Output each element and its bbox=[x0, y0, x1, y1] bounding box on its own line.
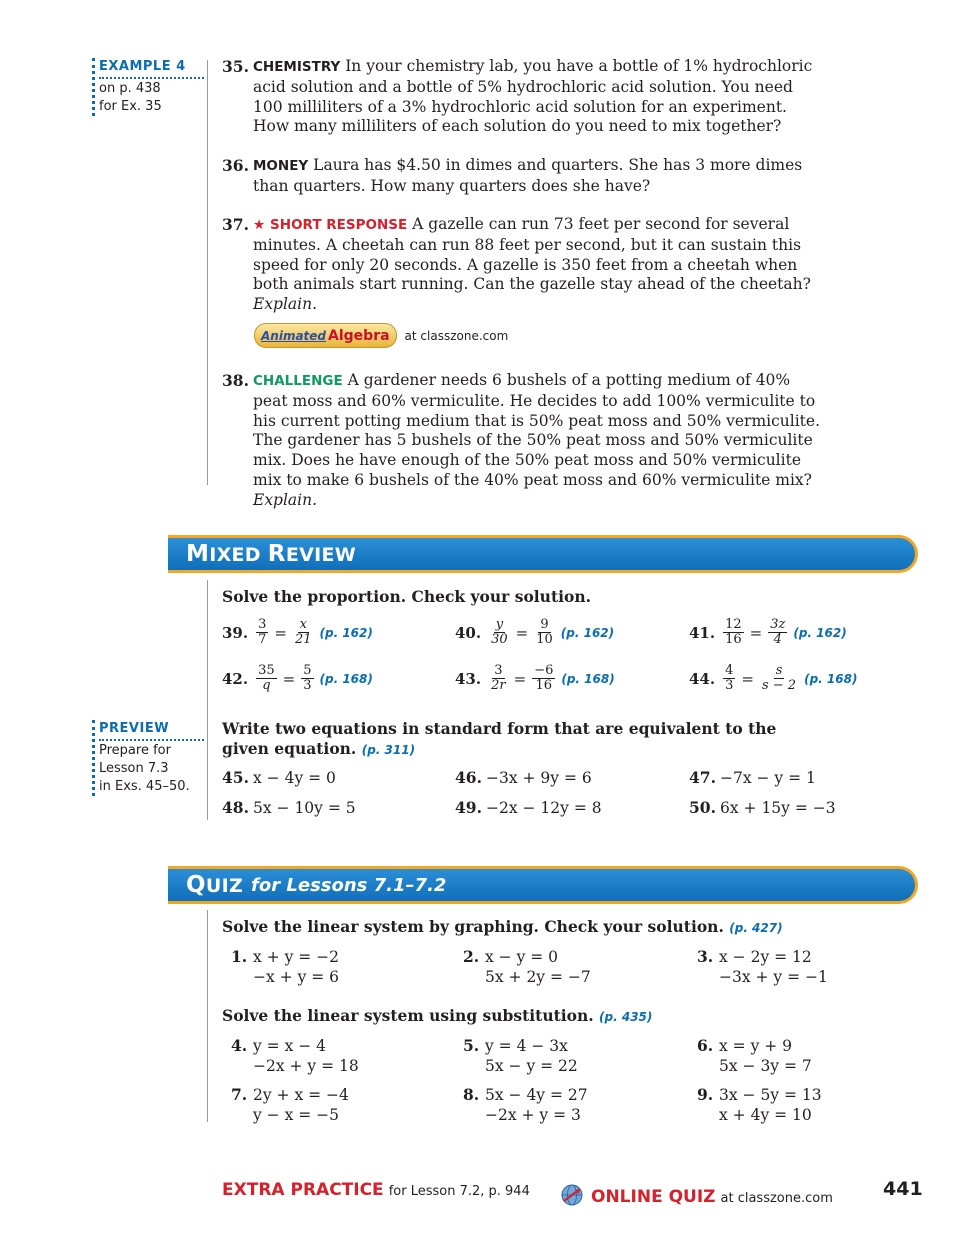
system-item: 8. 5x − 4y = 27 −2x + y = 3 bbox=[463, 1085, 588, 1124]
globe-icon bbox=[561, 1184, 583, 1206]
proportion-item: 40. $\frac{y}{30}$ = $\frac{9}{10}$ (p. 162) bbox=[455, 617, 615, 647]
proportion-item: 39. $\frac{3}{7}$ = $\frac{x}{21}$ (p. 162) bbox=[222, 617, 373, 647]
page-reference[interactable]: (p. 427) bbox=[729, 921, 783, 935]
example-note-line2: for Ex. 35 bbox=[99, 99, 162, 114]
animated-logo-part-b: Algebra bbox=[328, 327, 390, 344]
page-reference[interactable]: (p. 162) bbox=[319, 625, 373, 640]
exercise-number: 35. bbox=[222, 57, 249, 76]
animated-logo-part-a: Animated bbox=[261, 328, 327, 343]
page-reference[interactable]: (p. 311) bbox=[361, 743, 416, 757]
substitution-instruction: Solve the linear system using substitution. (p. 435) bbox=[222, 1006, 653, 1025]
equation-item: 45. x − 4y = 0 bbox=[222, 768, 336, 787]
exercise-tag: CHEMISTRY bbox=[253, 59, 341, 75]
system-item: 9. 3x − 5y = 13 x + 4y = 10 bbox=[697, 1085, 822, 1124]
exercise-36 bbox=[222, 156, 822, 197]
preview-note-line3: in Exs. 45–50. bbox=[99, 779, 190, 794]
extra-practice-link[interactable]: EXTRA PRACTICE for Lesson 7.2, p. 944 bbox=[222, 1180, 530, 1200]
page-reference[interactable]: (p. 168) bbox=[319, 671, 373, 686]
vertical-rule-bottom bbox=[207, 910, 208, 1122]
exercise-text: A gardener needs 6 bushels of a potting medium of 40% peat moss and 60% vermiculite. He decides to add 100% vermiculite to his current potting medium that is 50% peat moss and 50% vermiculite. The gardener has 5 bushels of the 50% peat moss and 50% vermiculite mix. Does he have enough of the 50% peat moss and 50% vermiculite mix to make 6 bushels of the 40% peat moss and 60% vermiculite mix? bbox=[253, 371, 821, 489]
equation-item: 46. −3x + 9y = 6 bbox=[455, 768, 592, 787]
exercise-explain: Explain. bbox=[253, 490, 318, 509]
star-icon: ★ bbox=[253, 217, 266, 233]
exercise-tag: SHORT RESPONSE bbox=[270, 217, 408, 233]
preview-note-head: PREVIEW bbox=[99, 720, 204, 741]
exercise-37 bbox=[222, 215, 822, 315]
exercise-number: 36. bbox=[222, 156, 249, 175]
page-number: 441 bbox=[883, 1178, 923, 1200]
system-item: 1. x + y = −2 −x + y = 6 bbox=[231, 947, 340, 986]
mixed-review-title: MIXED REVIEW bbox=[186, 541, 357, 567]
standard-form-instruction: Write two equations in standard form that are equivalent to the given equation. (p. 311) bbox=[222, 719, 777, 758]
online-quiz-link[interactable]: ONLINE QUIZ at classzone.com bbox=[561, 1180, 833, 1207]
proportion-item: 44. $\frac{4}{3}$ = $\frac{s}{s - 2}$ (p. 168) bbox=[689, 663, 858, 693]
exercise-35 bbox=[222, 57, 822, 137]
vertical-rule-mid bbox=[207, 580, 208, 820]
example-note-line1: on p. 438 bbox=[99, 81, 161, 96]
preview-margin-note bbox=[92, 720, 204, 796]
equation-item: 48. 5x − 10y = 5 bbox=[222, 798, 356, 817]
mixed-review-banner bbox=[168, 535, 918, 573]
page-reference[interactable]: (p. 168) bbox=[804, 671, 858, 686]
page-reference[interactable]: (p. 162) bbox=[560, 625, 615, 640]
exercise-number: 38. bbox=[222, 371, 249, 390]
animated-site: at classzone.com bbox=[404, 328, 509, 343]
exercise-explain: Explain. bbox=[253, 295, 318, 314]
system-item: 2. x − y = 0 5x + 2y = −7 bbox=[463, 947, 591, 986]
proportion-item: 43. $\frac{3}{2r}$ = $\frac{-6}{16}$ (p. 168) bbox=[455, 663, 615, 693]
exercise-38 bbox=[222, 371, 822, 511]
preview-note-line2: Lesson 7.3 bbox=[99, 761, 169, 776]
animated-algebra-link[interactable] bbox=[254, 323, 508, 348]
vertical-rule-top bbox=[207, 60, 208, 485]
exercise-text: Laura has $4.50 in dimes and quarters. She has 3 more dimes than quarters. How many quarters does she have? bbox=[253, 156, 803, 195]
exercise-text: A gazelle can run 73 feet per second for several minutes. A cheetah can run 88 feet per second, but it can sustain this speed for only 20 seconds. A gazelle is 350 feet from a cheetah when both animals start running. Can the gazelle stay ahead of the cheetah? bbox=[253, 215, 811, 294]
exercise-text: In your chemistry lab, you have a bottle of 1% hydrochloric acid solution and a bottle of 5% hydrochloric acid solution. You need 100 milliliters of a 3% hydrochloric acid solution for an experiment. How many milliliters of each solution do you need to mix together? bbox=[253, 57, 813, 136]
quiz-subtitle: for Lessons 7.1–7.2 bbox=[251, 874, 447, 896]
exercise-tag: MONEY bbox=[253, 158, 309, 174]
proportion-item: 41. $\frac{12}{16}$ = $\frac{3z}{4}$ (p. 162) bbox=[689, 617, 847, 647]
preview-note-line1: Prepare for bbox=[99, 743, 171, 758]
system-item: 4. y = x − 4 −2x + y = 18 bbox=[231, 1036, 359, 1075]
proportion-item: 42. $\frac{35}{q}$ = $\frac{5}{3}$ (p. 168) bbox=[222, 663, 373, 693]
page-reference[interactable]: (p. 162) bbox=[793, 625, 847, 640]
equation-item: 47. −7x − y = 1 bbox=[689, 768, 816, 787]
example-margin-note bbox=[92, 58, 204, 116]
equation-item: 49. −2x − 12y = 8 bbox=[455, 798, 602, 817]
example-note-head: EXAMPLE 4 bbox=[99, 58, 204, 79]
page-reference[interactable]: (p. 435) bbox=[599, 1010, 653, 1024]
system-item: 3. x − 2y = 12 −3x + y = −1 bbox=[697, 947, 828, 986]
system-item: 5. y = 4 − 3x 5x − y = 22 bbox=[463, 1036, 578, 1075]
system-item: 7. 2y + x = −4 y − x = −5 bbox=[231, 1085, 349, 1124]
animated-algebra-logo[interactable] bbox=[254, 323, 397, 348]
system-item: 6. x = y + 9 5x − 3y = 7 bbox=[697, 1036, 812, 1075]
equation-item: 50. 6x + 15y = −3 bbox=[689, 798, 836, 817]
exercise-number: 37. bbox=[222, 215, 249, 234]
graphing-instruction: Solve the linear system by graphing. Check your solution. (p. 427) bbox=[222, 917, 783, 936]
page-reference[interactable]: (p. 168) bbox=[561, 671, 615, 686]
mixed-review-instruction: Solve the proportion. Check your solution. bbox=[222, 587, 591, 606]
quiz-banner bbox=[168, 866, 918, 904]
exercise-tag: CHALLENGE bbox=[253, 373, 343, 389]
quiz-title: QUIZ bbox=[186, 872, 244, 898]
